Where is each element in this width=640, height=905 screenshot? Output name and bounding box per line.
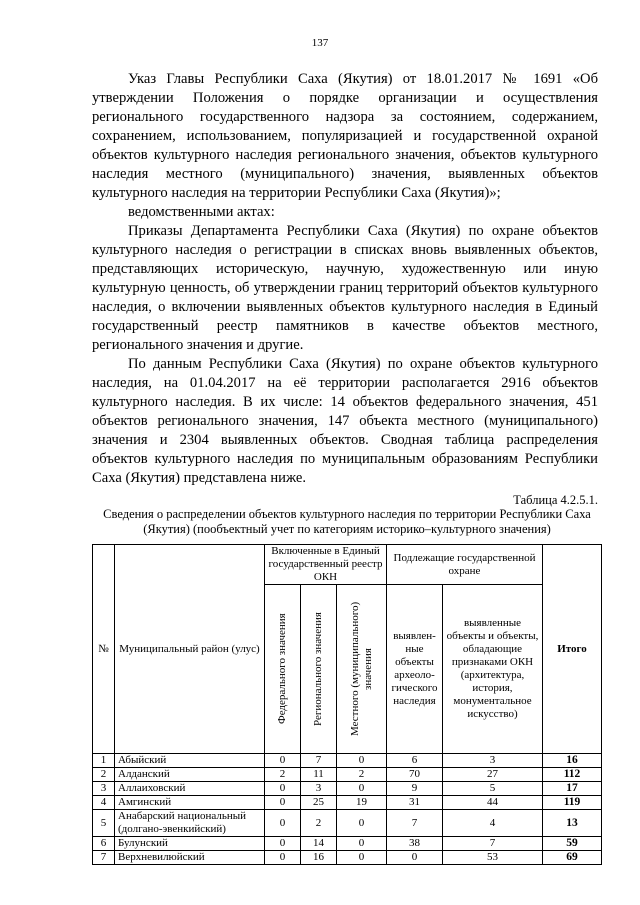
row-other: 7 xyxy=(443,837,543,851)
row-arch: 0 xyxy=(387,851,443,865)
row-federal: 0 xyxy=(265,754,301,768)
table-title: Сведения о распределении объектов культурного наследия по территории Республики Саха (Якутия) (пообъектный учет по категориям историко–культурного значения) xyxy=(103,507,591,536)
row-district: Булунский xyxy=(115,837,265,851)
row-other: 5 xyxy=(443,782,543,796)
row-total: 17 xyxy=(543,782,602,796)
row-other: 53 xyxy=(443,851,543,865)
row-local: 2 xyxy=(337,768,387,782)
header-group-registered: Включенные в Единый государственный реестр ОКН xyxy=(265,545,387,585)
table-caption: Таблица 4.2.5.1. xyxy=(513,493,598,507)
row-regional: 3 xyxy=(301,782,337,796)
row-district: Алданский xyxy=(115,768,265,782)
header-federal xyxy=(265,585,301,754)
row-arch: 70 xyxy=(387,768,443,782)
row-other: 44 xyxy=(443,796,543,810)
row-federal: 2 xyxy=(265,768,301,782)
row-other: 27 xyxy=(443,768,543,782)
table-row xyxy=(93,754,602,768)
table-row xyxy=(93,837,602,851)
table-row xyxy=(93,782,602,796)
row-regional: 7 xyxy=(301,754,337,768)
row-arch: 6 xyxy=(387,754,443,768)
row-local: 0 xyxy=(337,837,387,851)
row-total: 69 xyxy=(543,851,602,865)
row-regional: 11 xyxy=(301,768,337,782)
row-district: Амгинский xyxy=(115,796,265,810)
table-row xyxy=(93,796,602,810)
row-arch: 38 xyxy=(387,837,443,851)
paragraph: Приказы Департамента Республики Саха (Якутия) по охране объектов культурного наследия о регистрации в списках вновь выявленных объектов, представляющих историческую, научную, художественную или иную культурную ценность, об утверждении границ территорий объектов культурного наследия, о включении выявленных объектов культурного наследия в Единый государственный реестр памятников в качестве объектов местного, регионального значения и другие. xyxy=(92,223,598,353)
row-local: 0 xyxy=(337,810,387,837)
header-group-protected: Подлежащие государственной охране xyxy=(387,545,543,585)
header-other: выявленные объекты и объекты, обладающие признаками ОКН (архитектура, история, монументальное искусство) xyxy=(443,585,543,754)
row-other: 4 xyxy=(443,810,543,837)
row-district: Аллаиховский xyxy=(115,782,265,796)
row-arch: 7 xyxy=(387,810,443,837)
row-total: 59 xyxy=(543,837,602,851)
row-regional: 25 xyxy=(301,796,337,810)
paragraph: По данным Республики Саха (Якутия) по охране объектов культурного наследия, на 01.04.2017 на её территории располагается 2916 объектов культурного наследия. В их числе: 14 объектов федерального значения, 451 объектов регионального значения, 147 объекта местного (муниципального) значения и 2304 выявленных объектов. Сводная таблица распределения объектов культурного наследия по муниципальным образованиям Республики Саха (Якутия) представлена ниже. xyxy=(92,356,598,486)
row-number: 1 xyxy=(93,754,115,768)
row-regional: 16 xyxy=(301,851,337,865)
row-federal: 0 xyxy=(265,851,301,865)
row-federal: 0 xyxy=(265,837,301,851)
distribution-table xyxy=(92,544,602,865)
row-federal: 0 xyxy=(265,810,301,837)
row-local: 0 xyxy=(337,782,387,796)
row-local: 0 xyxy=(337,754,387,768)
header-district: Муниципальный район (улус) xyxy=(115,545,265,754)
row-number: 3 xyxy=(93,782,115,796)
row-total: 16 xyxy=(543,754,602,768)
row-number: 5 xyxy=(93,810,115,837)
paragraph: ведомственными актах: xyxy=(128,204,275,220)
header-num: № xyxy=(93,545,115,754)
header-regional xyxy=(301,585,337,754)
row-arch: 31 xyxy=(387,796,443,810)
row-regional: 14 xyxy=(301,837,337,851)
header-local xyxy=(337,585,387,754)
header-regional-label: Регионального значения xyxy=(312,612,324,726)
header-local-label: Местного (муниципального) значения xyxy=(348,601,374,737)
row-number: 7 xyxy=(93,851,115,865)
row-district: Анабарский национальный (долгано-эвенкийский) xyxy=(115,810,265,837)
row-local: 0 xyxy=(337,851,387,865)
row-local: 19 xyxy=(337,796,387,810)
row-total: 119 xyxy=(543,796,602,810)
page-number: 137 xyxy=(311,37,329,49)
row-regional: 2 xyxy=(301,810,337,837)
table-row xyxy=(93,768,602,782)
row-district: Абыйский xyxy=(115,754,265,768)
row-federal: 0 xyxy=(265,796,301,810)
row-number: 2 xyxy=(93,768,115,782)
row-arch: 9 xyxy=(387,782,443,796)
header-arch: выявленные объекты археологического наследия xyxy=(387,585,443,754)
row-total: 112 xyxy=(543,768,602,782)
row-number: 4 xyxy=(93,796,115,810)
row-total: 13 xyxy=(543,810,602,837)
body-text xyxy=(92,70,598,488)
table-row xyxy=(93,851,602,865)
row-district: Верхневилюйский xyxy=(115,851,265,865)
header-federal-label: Федерального значения xyxy=(276,613,288,725)
header-total: Итого xyxy=(543,545,602,754)
row-other: 3 xyxy=(443,754,543,768)
row-number: 6 xyxy=(93,837,115,851)
paragraph: Указ Главы Республики Саха (Якутия) от 18.01.2017 № 1691 «Об утверждении Положения о порядке организации и осуществления регионального государственного надзора за состоянием, содержанием, сохранением, использованием, популяризацией и государственной охраной объектов культурного наследия регионального значения, объектов культурного наследия местного (муниципального) значения, выявленных объектов культурного наследия на территории Республики Саха (Якутия)»; xyxy=(92,71,598,201)
table-row xyxy=(93,810,602,837)
row-federal: 0 xyxy=(265,782,301,796)
